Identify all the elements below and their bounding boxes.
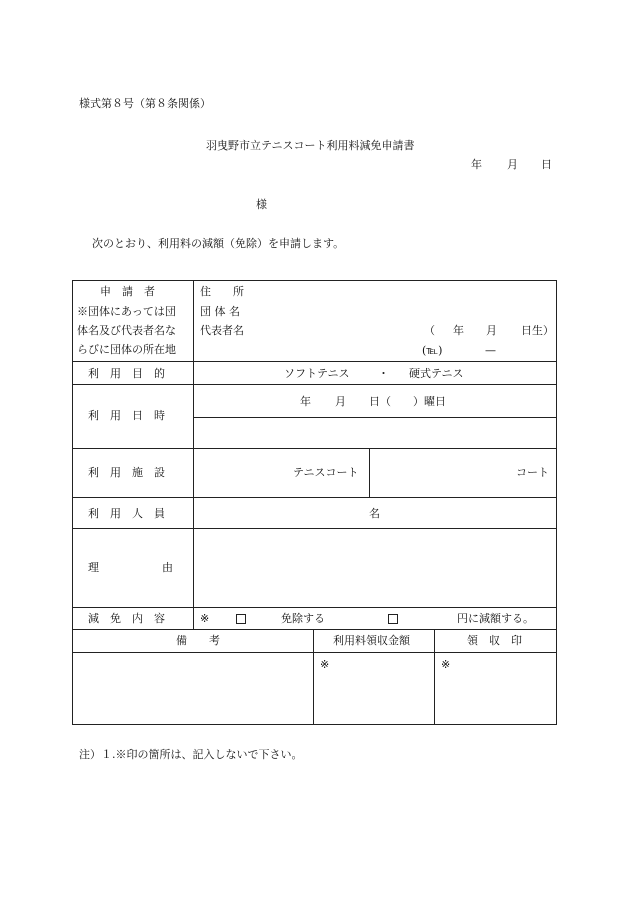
tel-dash: — [485,344,496,357]
fee-header: 利用料領収金額 [333,634,410,647]
table-border-left [72,280,73,725]
reduction-mark: ※ [200,612,210,625]
facility-label: 利 用 施 設 [88,466,165,479]
tel-label: (℡) [422,344,443,357]
date-year-label: 年 [471,158,482,171]
purpose-soft-tennis: ソフトテニス [284,367,350,380]
facility-split-divider [369,448,370,497]
application-form-table [72,280,557,725]
table-border-right [556,280,557,725]
fee-divider [434,629,435,725]
footnote: 注）１.※印の箇所は、記入しないで下さい。 [79,748,303,761]
datetime-label: 利 用 日 時 [88,409,165,422]
row-divider [72,629,557,630]
intro-text: 次のとおり、利用料の減額（免除）を申請します。 [92,237,345,250]
remarks-header: 備 考 [176,634,220,647]
applicant-label: 申 請 者 [100,285,155,298]
group-name-label: 団 体 名 [200,305,240,318]
representative-label: 代表者名 [200,324,244,337]
row-divider [72,497,557,498]
applicant-note-line: らびに団体の所在地 [77,343,176,356]
row-divider [72,528,557,529]
purpose-separator: ・ [378,367,389,380]
purpose-hard-tennis: 硬式テニス [409,367,464,380]
row-divider [72,448,557,449]
datetime-day-weekday: 日（ ）曜日 [369,395,446,408]
row-divider [72,361,557,362]
reduce-text: 円に減額する。 [457,612,534,625]
persons-unit: 名 [369,507,380,520]
reason-label-left: 理 [88,561,99,574]
exempt-text: 免除する [281,612,325,625]
birth-open-paren: （ [424,324,435,337]
exempt-checkbox[interactable] [236,614,246,624]
row-divider [193,417,557,418]
remarks-divider [313,629,314,725]
reduction-label: 減 免 内 容 [88,612,165,625]
date-day-label: 日 [541,158,552,171]
table-border-top [72,280,557,281]
date-month-label: 月 [507,158,518,171]
receipt-header: 領 収 印 [467,634,522,647]
reduce-checkbox[interactable] [388,614,398,624]
applicant-note-line: ※団体にあっては団 [77,305,176,318]
facility-court: コート [516,466,549,479]
purpose-label: 利 用 目 的 [88,367,165,380]
address-label: 住 所 [200,285,244,298]
birth-month-label: 月 [486,324,497,337]
birth-year-label: 年 [453,324,464,337]
datetime-year: 年 [300,395,311,408]
applicant-note-line: 体名及び代表者名な [77,324,176,337]
datetime-month: 月 [335,395,346,408]
fee-mark: ※ [320,658,330,671]
form-number: 様式第８号（第８条関係） [79,97,211,110]
facility-tennis-court: テニスコート [293,466,359,479]
row-divider [72,652,557,653]
table-border-bottom [72,724,557,725]
receipt-mark: ※ [441,658,451,671]
addressee-suffix: 様 [256,198,267,211]
reason-label-right: 由 [162,561,173,574]
row-divider [72,607,557,608]
persons-label: 利 用 人 員 [88,507,165,520]
birth-day-label: 日生） [521,324,554,337]
label-column-divider [193,280,194,630]
row-divider [72,384,557,385]
document-title: 羽曳野市立テニスコート利用料減免申請書 [206,139,415,152]
